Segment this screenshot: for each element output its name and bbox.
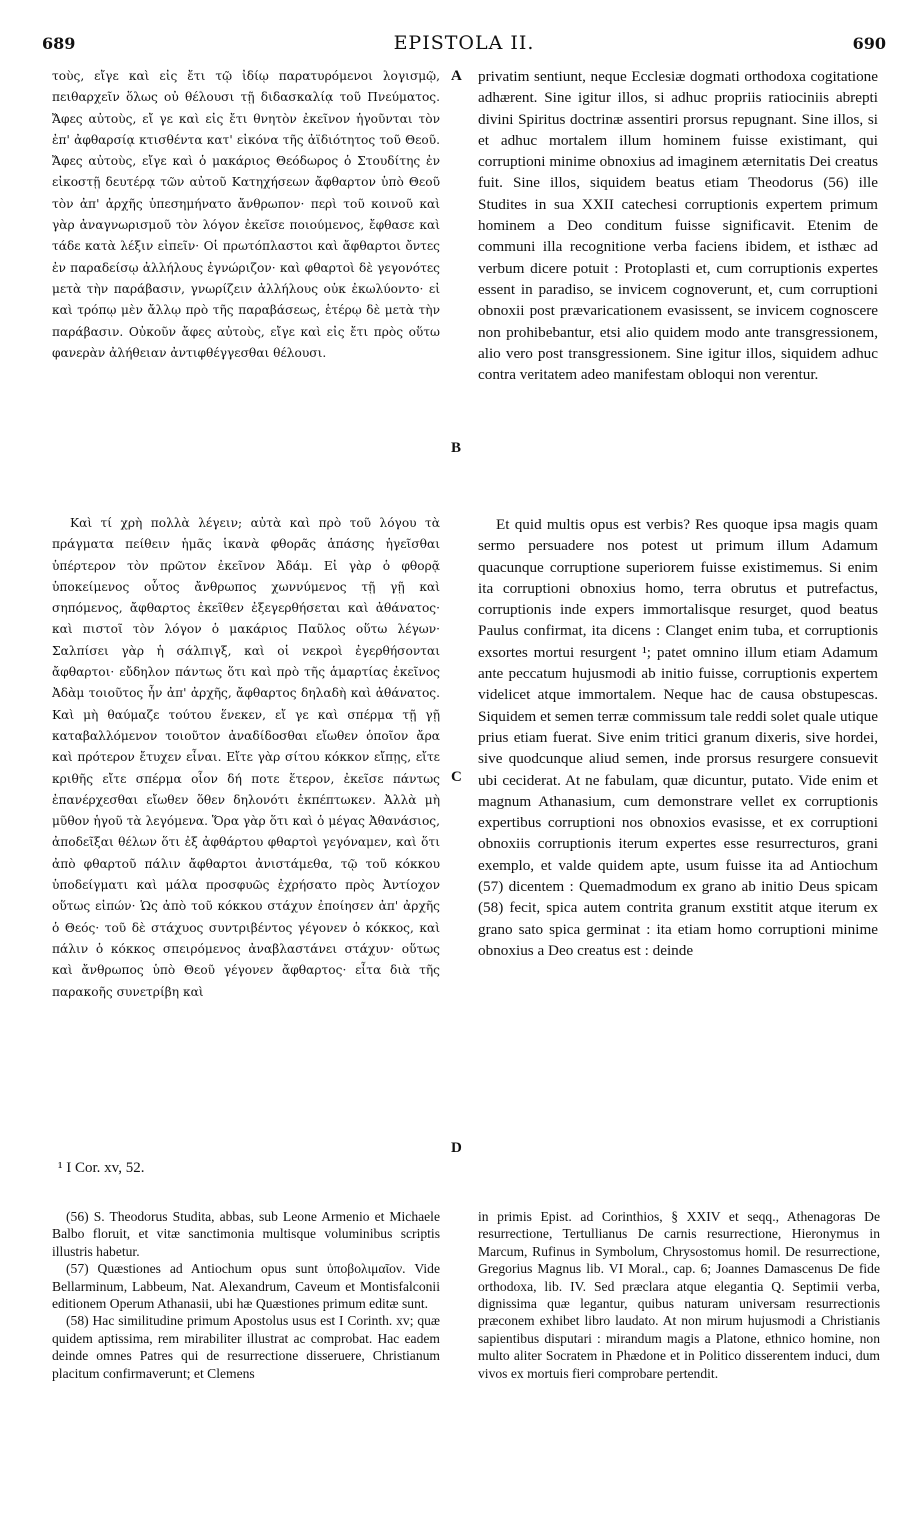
latin-paragraph-1: privatim sentiunt, neque Ecclesiæ dogmati orthodoxa cogitatione adhærent. Sine igitur illos, si adhuc propriis ratiociniis abrepti divini Spiritus doctrinæ assentiri prorsus repugnant. Sine illos, si et adhuc mortalem illum hominem fuisse existimant, qui corruptioni minime obnoxius ad imaginem æternitatis Dei creatus fuit. Sine illos, siquidem beatus etiam Theodorus (56) ille Studites in sua XXII catechesi corruptionis expertem primum hominem a Deo conditum fuisse significavit. Etenim de communi illa recognitione verba faciens ibidem, et isthæc ad verbum dicere potuit : Protoplasti et, cum corruptionis expertes essent in paradiso, se invicem cognoverunt, et, cum corruptioni obnoxii post prævaricationem evasissent, se invicem cognoscere non prohibebantur, etsi alio quidem modo ante transgressionem, alio vero post transgressionem. Sine igitur illos, siquidem adhuc contra veritatem adeo manifestam obloqui non verentur. <box>478 68 878 384</box>
running-title: EPISTOLA II. <box>393 32 535 54</box>
note-58-continued: in primis Epist. ad Corinthios, § XXIV et seqq., Athenagoras De resurrectione, Tertullianus De carnis resurrectione, Hieronymus in Marcum, Rufinus in Symbolum, Chrysostomus homil. De resurrectione, Gregorius Magnus lib. VI Moral., cap. 6; Joannes Damascenus De fide orthodoxa, lib. IV. Sed præclara atque elegantia Q. Septimii verba, dignissima quæ legantur, quibus naturam universam resurrectionis præconem exhibet libro laudato. At non mirum hujusmodi a Christianis sapientibus disputari : mirandum magis a Platone, ethnico homine, non multo aliter Socratem in Phædone et in Politico disserentem induci, dum vivos ex mortuis fieri comprobare pertendit. <box>478 1209 880 1381</box>
section-marker-a: A <box>451 68 462 84</box>
section-marker-c: C <box>451 769 462 785</box>
notes-column-left <box>52 1208 440 1382</box>
page-header <box>42 32 886 58</box>
greek-column-bottom <box>52 513 440 1003</box>
greek-paragraph-1: τοὺς, εἴγε καὶ εἰς ἔτι τῷ ἰδίῳ παρατυρόμενοι λογισμῷ, πειθαρχεῖν ὅλως οὐ θέλουσι τῇ διδασκαλίᾳ τοῦ Πνεύματος. Ἄφες αὐτοὺς, εἴ γε καὶ εἰς ἔτι θνητὸν ἐκεῖνον ἡγοῦνται τὸν ἐπ' ἀφθαρσίᾳ κτισθέντα κατ' εἰκόνα τῆς ἀϊδιότητος τοῦ Θεοῦ. Ἄφες αὐτοὺς, εἴγε καὶ ὁ μακάριος Θεόδωρος ὁ Στουδίτης ἐν εἰκοστῇ δευτέρᾳ τῶν αὐτοῦ Κατηχήσεων ἄφθαρτον ὑπὸ Θεοῦ τὸν ἀπ' ἀρχῆς ὑπεσημήνατο ἄνθρωπον· περὶ τοῦ κοινοῦ καὶ γὰρ ἀναγνωρισμοῦ τὸν λόγον ἐκεῖσε ποιούμενος, ἔφθασε καὶ τάδε κατὰ λέξιν εἰπεῖν· Οἱ πρωτόπλαστοι καὶ ἄφθαρτοι ὄντες ἐν παραδείσῳ ἀλλήλους ἐγνώριζον· καὶ φθαρτοὶ δὲ γεγονότες μετὰ τὴν παράβασιν, γνωρίζειν ἀλλήλους οὐκ ἐκωλύοντο· εἰ καὶ τρόπῳ μὲν ἄλλῳ πρὸ τῆς παραβάσεως, ἑτέρῳ δὲ μετὰ τὴν παράβασιν. Οὐκοῦν ἄφες αὐτοὺς, εἴγε καὶ εἰς ἔτι πρὸς οὕτω φανερὰν ἀλήθειαν ἀντιφθέγγεσθαι θέλουσι. <box>52 69 440 360</box>
latin-paragraph-2: Et quid multis opus est verbis? Res quoque ipsa magis quam sermo persuadere nos potest ut primum illum Adamum quacunque corruptione superiorem fuisse existimemus. Si enim ita corruptioni obnoxius homo, terra obrutus et putrefactus, corruptionis inde expers immortalisque resurget, quod beatus Paulus confirmat, ita dicens : Clanget enim tuba, et corruptionis exsortes mortui resurgent ¹; patet omnino illum etiam Adamum ante peccatum hujusmodi ab initio fuisse, corruptionis expertem videlicet atque immortalem. Neque hac de causa obstupescas. Siquidem et semen terræ commissum tale reddi solet quale utique prius etiam fuerat. Sive enim tritici granum dixeris, sive hordei, sive quodcunque aliud semen, inde prorsus resurgere consuevit ubi ceciderat. At ne fabulam, quæ dicuntur, putato. Vide enim et magnum Athanasium, cum demonstrare vellet ex corruptionis expertibus corruptioni nos obnoxios evasisse, et ex corruptioni obnoxiis corruptionis iterum expertes esse resurrecturos, grani exemplo, et valde quidem apte, usum fuisse ita ad Antiochum (57) dicentem : Quemadmodum ex grano ab initio Deus spicam (58) fecit, spica autem contrita granum exstitit atque iterum ex grano sato spica germinat : ita etiam homo corruptioni minime obnoxius a Deo creatus est : deinde <box>478 516 878 959</box>
page-number-right: 690 <box>852 34 886 53</box>
section-marker-b: B <box>451 440 462 456</box>
note-58: (58) Hac similitudine primum Apostolus usus est I Corinth. xv; quæ quidem aptissima, rem mirabiliter illustrat ac comprobat. Hac eadem deinde omnes Patres qui de resurrectione disseruere, Christianum placitum confirmaverunt; et Clemens <box>52 1313 440 1381</box>
latin-column-top <box>478 66 878 385</box>
latin-column-bottom <box>478 514 878 961</box>
note-56: (56) S. Theodorus Studita, abbas, sub Leone Armenio et Michaele Balbo floruit, et vitæ sanctimonia multisque voluminibus scriptis illustris habetur. <box>52 1209 440 1259</box>
note-57: (57) Quæstiones ad Antiochum opus sunt ὑποβολιμαῖον. Vide Bellarminum, Labbeum, Nat. Alexandrum, Caveum et Montisfalconii editionem Operum Athanasii, ubi hæ Quæstiones primum editæ sunt. <box>52 1261 440 1312</box>
greek-paragraph-2: Καὶ τί χρὴ πολλὰ λέγειν; αὐτὰ καὶ πρὸ τοῦ λόγου τὰ πράγματα πείθειν ἡμᾶς ἱκανὰ φθορᾶς ἁπάσης ἡγεῖσθαι ὑπέρτερον τὸν πρῶτον ἐκεῖνον Ἀδάμ. Εἰ γὰρ ὁ φθορᾷ ὑποκείμενος οὗτος ἄνθρωπος χωννύμενος τῇ γῇ καὶ σηπόμενος, ἄφθαρτος ἐκεῖθεν ἐξεγερθήσεται καὶ ἀθάνατος· καὶ πιστοῖ τὸν λόγον ὁ μακάριος Παῦλος οὕτω λέγων· Σαλπίσει γὰρ ἡ σάλπιγξ, καὶ οἱ νεκροὶ ἐγερθήσονται ἄφθαρτοι· εὔδηλον πάντως ὅτι καὶ πρὸ τῆς ἁμαρτίας ἐκεῖνος Ἀδὰμ τοιοῦτος ἦν ἀπ' ἀρχῆς, ἄφθαρτος δηλαδὴ καὶ ἀθάνατος. Καὶ μὴ θαύμαζε τούτου ἕνεκεν, εἴ γε καὶ σπέρμα τῇ γῇ καταβαλλόμενον τοιοῦτον ἀναδίδοσθαι εἴωθεν ὁποῖον ἄρα καὶ πρότερον ἔτυχεν εἶναι. Εἴτε γὰρ σίτου κόκκον εἴπῃς, εἴτε κριθῆς εἴτε σπέρμα οἷον δή ποτε ἕτερον, ἐκεῖσε πάντως ἐπανέρχεσθαι εἴωθεν ὅθεν δηλονότι ἐκπέπτωκεν. Ἀλλὰ μὴ μῦθον ἡγοῦ τὰ λεγόμενα. Ὅρα γὰρ ὅτι καὶ ὁ μέγας Ἀθανάσιος, ἀποδεῖξαι θέλων ὅτι ἐξ ἀφθάρτου φθαρτοὶ γεγόναμεν, καὶ ὅτι ἀπὸ φθαρτοῦ πάλιν ἄφθαρτοι ἀνιστάμεθα, τῷ τοῦ κόκκου ὑποδείγματι καὶ μάλα προσφυῶς ἐχρήσατο πρὸς Ἀντίοχον οὕτως εἰπών· Ὡς ἀπὸ τοῦ κόκκου στάχυν ἐποίησεν ἀπ' ἀρχῆς ὁ Θεός· τοῦ δὲ στάχυος συντριβέντος γέγονεν ὁ κόκκος, καὶ πάλιν ὁ κόκκος σπειρόμενος ἀναβλαστάνει στάχυν· οὕτως καὶ ἄνθρωπος ὑπὸ Θεοῦ γέγονεν ἄφθαρτος· εἶτα διὰ τῆς παρακοῆς συνετρίβη καὶ <box>52 516 440 999</box>
section-marker-d: D <box>451 1140 462 1156</box>
footnote-reference: ¹ I Cor. xv, 52. <box>58 1160 145 1176</box>
notes-column-right <box>478 1208 880 1382</box>
page-number-left: 689 <box>42 34 76 53</box>
greek-column-top <box>52 66 440 364</box>
